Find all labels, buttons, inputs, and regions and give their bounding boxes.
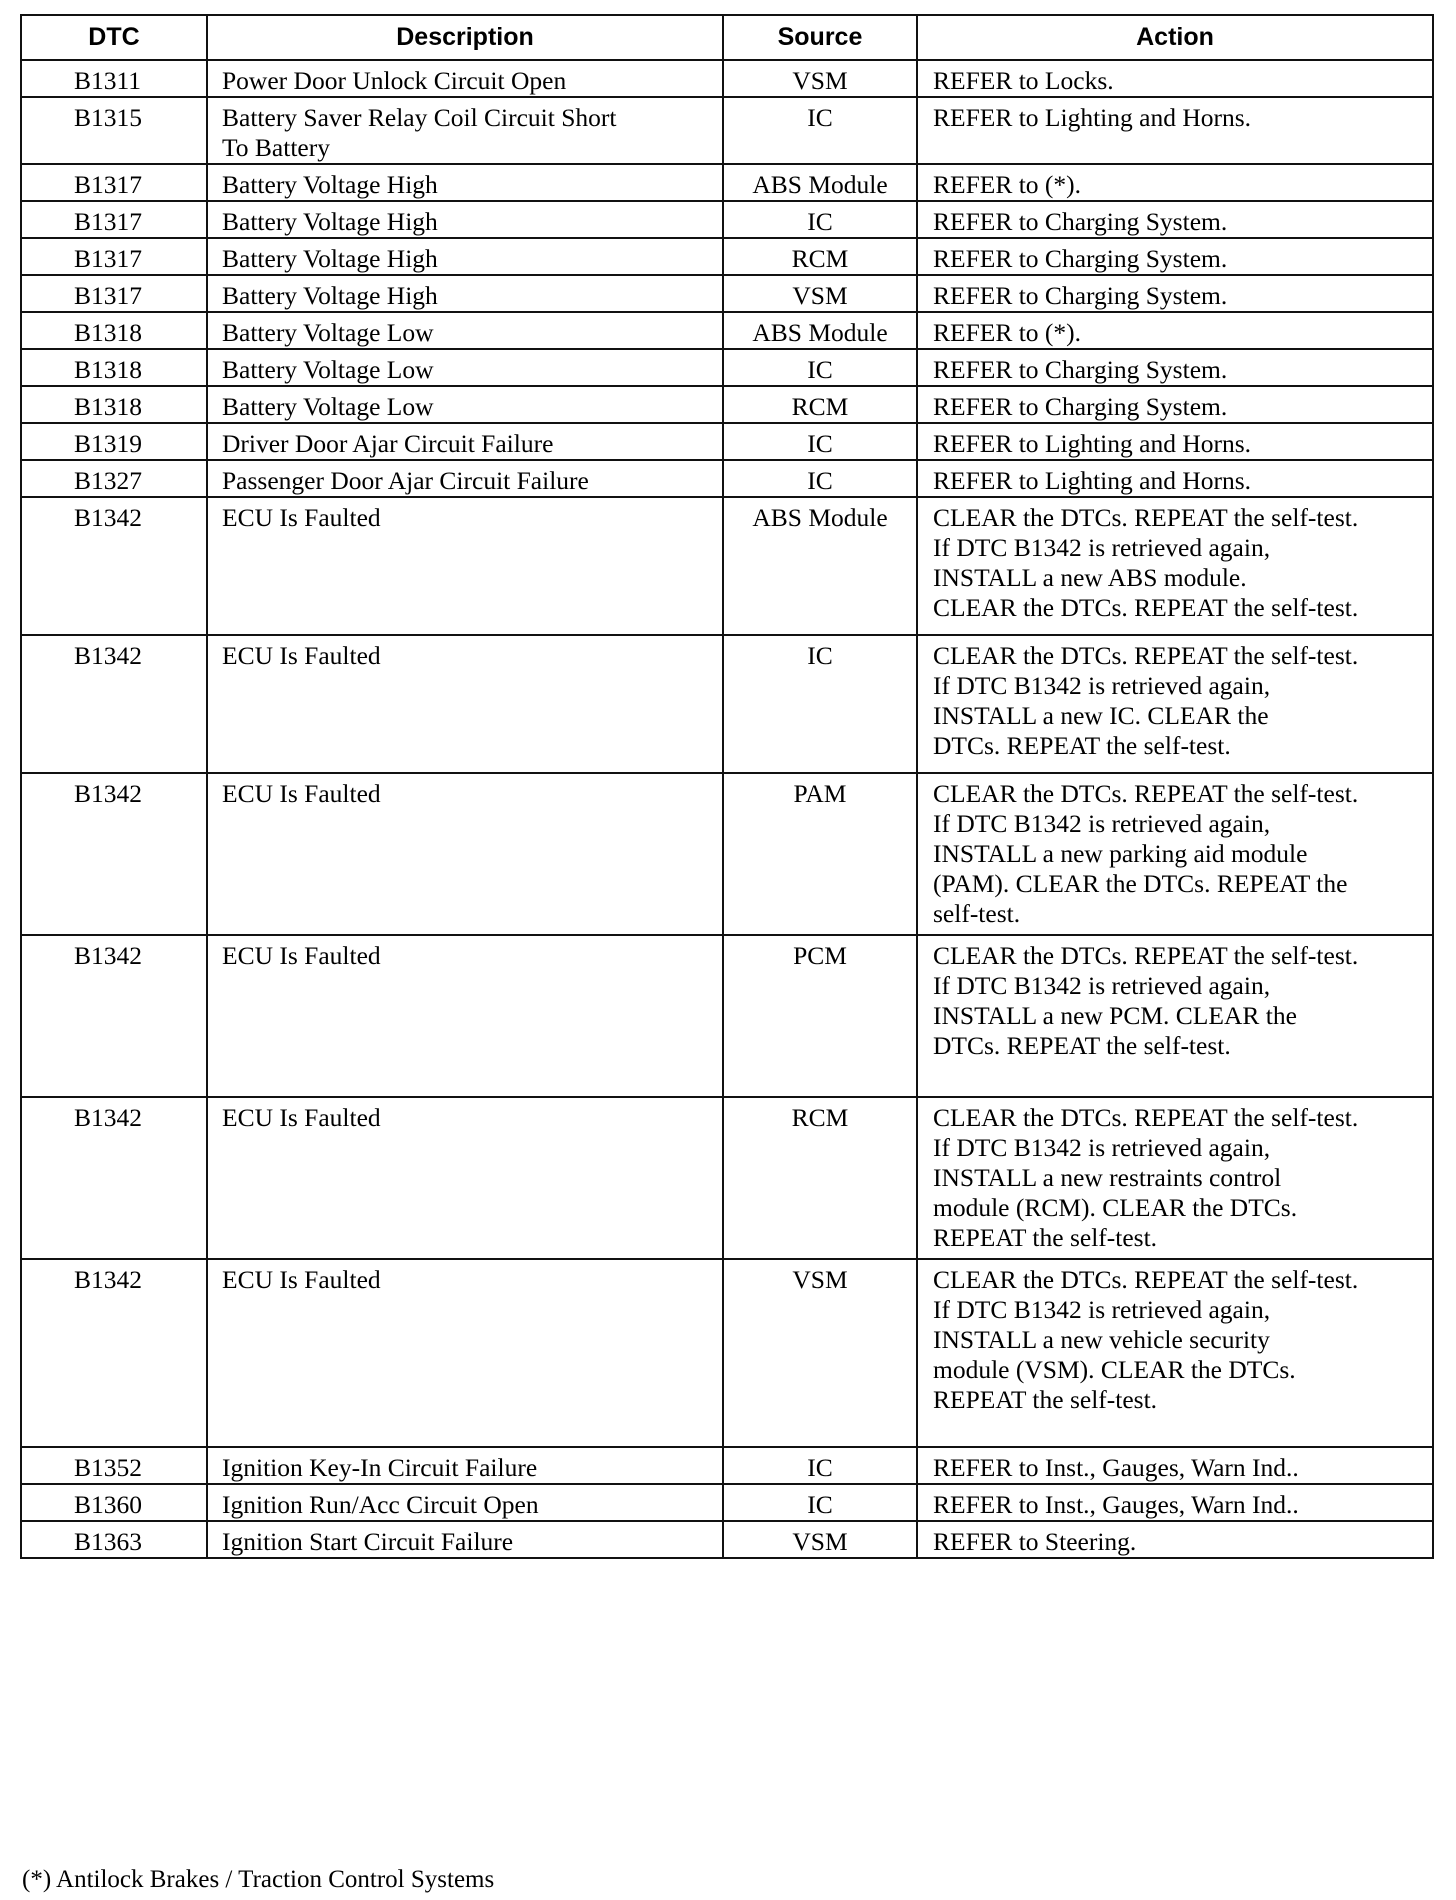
cell-dtc: B1318 bbox=[21, 312, 207, 349]
footnote: (*) Antilock Brakes / Traction Control Systems bbox=[22, 1866, 495, 1893]
cell-description: ECU Is Faulted bbox=[207, 497, 723, 635]
table-row bbox=[21, 635, 1433, 773]
cell-description: Battery Voltage High bbox=[207, 164, 723, 201]
cell-dtc: B1317 bbox=[21, 275, 207, 312]
table-row bbox=[21, 1097, 1433, 1259]
cell-dtc: B1327 bbox=[21, 460, 207, 497]
cell-description: ECU Is Faulted bbox=[207, 1097, 723, 1259]
cell-source: VSM bbox=[723, 1259, 917, 1447]
cell-description: ECU Is Faulted bbox=[207, 773, 723, 935]
cell-action: REFER to Steering. bbox=[917, 1521, 1433, 1558]
cell-description: ECU Is Faulted bbox=[207, 1259, 723, 1447]
header-description: Description bbox=[207, 15, 723, 60]
cell-dtc: B1342 bbox=[21, 635, 207, 773]
cell-description: Battery Voltage High bbox=[207, 275, 723, 312]
cell-description: Power Door Unlock Circuit Open bbox=[207, 60, 723, 97]
cell-action: CLEAR the DTCs. REPEAT the self-test. If DTC B1342 is retrieved again, INSTALL a new IC. CLEAR the DTCs. REPEAT the self-test. bbox=[917, 635, 1433, 773]
table-row bbox=[21, 164, 1433, 201]
cell-action: CLEAR the DTCs. REPEAT the self-test. If DTC B1342 is retrieved again, INSTALL a new vehicle security module (VSM). CLEAR the DTCs. REPEAT the self-test. bbox=[917, 1259, 1433, 1447]
cell-description: Ignition Run/Acc Circuit Open bbox=[207, 1484, 723, 1521]
cell-dtc: B1317 bbox=[21, 164, 207, 201]
cell-source: IC bbox=[723, 635, 917, 773]
cell-dtc: B1318 bbox=[21, 386, 207, 423]
cell-action: REFER to (*). bbox=[917, 312, 1433, 349]
dtc-table-container bbox=[20, 14, 1432, 1559]
cell-source: PCM bbox=[723, 935, 917, 1097]
cell-description: Ignition Key-In Circuit Failure bbox=[207, 1447, 723, 1484]
cell-description: Passenger Door Ajar Circuit Failure bbox=[207, 460, 723, 497]
cell-description: Battery Voltage High bbox=[207, 201, 723, 238]
cell-dtc: B1315 bbox=[21, 97, 207, 164]
table-row bbox=[21, 1521, 1433, 1558]
cell-description: ECU Is Faulted bbox=[207, 935, 723, 1097]
table-row bbox=[21, 238, 1433, 275]
cell-dtc: B1342 bbox=[21, 935, 207, 1097]
cell-action: REFER to Lighting and Horns. bbox=[917, 97, 1433, 164]
cell-dtc: B1342 bbox=[21, 1097, 207, 1259]
cell-source: ABS Module bbox=[723, 312, 917, 349]
table-row bbox=[21, 1484, 1433, 1521]
cell-dtc: B1342 bbox=[21, 1259, 207, 1447]
cell-description: ECU Is Faulted bbox=[207, 635, 723, 773]
cell-dtc: B1317 bbox=[21, 238, 207, 275]
cell-action: REFER to Charging System. bbox=[917, 275, 1433, 312]
dtc-table bbox=[20, 14, 1434, 1559]
cell-action: REFER to Lighting and Horns. bbox=[917, 423, 1433, 460]
cell-action: REFER to Charging System. bbox=[917, 386, 1433, 423]
cell-dtc: B1342 bbox=[21, 497, 207, 635]
cell-action: CLEAR the DTCs. REPEAT the self-test. If DTC B1342 is retrieved again, INSTALL a new restraints control module (RCM). CLEAR the DTCs. REPEAT the self-test. bbox=[917, 1097, 1433, 1259]
cell-description: Battery Voltage Low bbox=[207, 349, 723, 386]
cell-action: CLEAR the DTCs. REPEAT the self-test. If DTC B1342 is retrieved again, INSTALL a new ABS module. CLEAR the DTCs. REPEAT the self-test. bbox=[917, 497, 1433, 635]
cell-action: REFER to Charging System. bbox=[917, 201, 1433, 238]
table-row bbox=[21, 460, 1433, 497]
cell-source: PAM bbox=[723, 773, 917, 935]
cell-dtc: B1363 bbox=[21, 1521, 207, 1558]
cell-dtc: B1342 bbox=[21, 773, 207, 935]
table-row bbox=[21, 497, 1433, 635]
cell-source: RCM bbox=[723, 1097, 917, 1259]
cell-action: REFER to Lighting and Horns. bbox=[917, 460, 1433, 497]
cell-action: REFER to Charging System. bbox=[917, 238, 1433, 275]
cell-description: Battery Voltage Low bbox=[207, 386, 723, 423]
cell-action: REFER to (*). bbox=[917, 164, 1433, 201]
table-row bbox=[21, 423, 1433, 460]
cell-description: Ignition Start Circuit Failure bbox=[207, 1521, 723, 1558]
cell-source: ABS Module bbox=[723, 497, 917, 635]
cell-source: RCM bbox=[723, 238, 917, 275]
cell-dtc: B1311 bbox=[21, 60, 207, 97]
cell-dtc: B1360 bbox=[21, 1484, 207, 1521]
header-action: Action bbox=[917, 15, 1433, 60]
cell-source: ABS Module bbox=[723, 164, 917, 201]
cell-source: IC bbox=[723, 1447, 917, 1484]
cell-description: Battery Voltage Low bbox=[207, 312, 723, 349]
cell-description: Battery Voltage High bbox=[207, 238, 723, 275]
cell-dtc: B1352 bbox=[21, 1447, 207, 1484]
cell-dtc: B1318 bbox=[21, 349, 207, 386]
table-header-row bbox=[21, 15, 1433, 60]
table-row bbox=[21, 275, 1433, 312]
table-row bbox=[21, 201, 1433, 238]
cell-source: IC bbox=[723, 423, 917, 460]
table-row bbox=[21, 97, 1433, 164]
cell-action: CLEAR the DTCs. REPEAT the self-test. If DTC B1342 is retrieved again, INSTALL a new parking aid module (PAM). CLEAR the DTCs. REPEAT the self-test. bbox=[917, 773, 1433, 935]
table-row bbox=[21, 773, 1433, 935]
cell-action: REFER to Inst., Gauges, Warn Ind.. bbox=[917, 1484, 1433, 1521]
table-row bbox=[21, 935, 1433, 1097]
cell-source: IC bbox=[723, 97, 917, 164]
cell-dtc: B1319 bbox=[21, 423, 207, 460]
cell-source: IC bbox=[723, 1484, 917, 1521]
cell-description: Battery Saver Relay Coil Circuit Short To Battery bbox=[207, 97, 723, 164]
header-source: Source bbox=[723, 15, 917, 60]
table-row bbox=[21, 386, 1433, 423]
cell-source: VSM bbox=[723, 60, 917, 97]
table-row bbox=[21, 312, 1433, 349]
cell-source: VSM bbox=[723, 275, 917, 312]
cell-source: IC bbox=[723, 349, 917, 386]
table-row bbox=[21, 60, 1433, 97]
cell-action: REFER to Inst., Gauges, Warn Ind.. bbox=[917, 1447, 1433, 1484]
table-row bbox=[21, 1447, 1433, 1484]
cell-source: IC bbox=[723, 460, 917, 497]
cell-action: REFER to Locks. bbox=[917, 60, 1433, 97]
cell-dtc: B1317 bbox=[21, 201, 207, 238]
cell-action: REFER to Charging System. bbox=[917, 349, 1433, 386]
cell-source: IC bbox=[723, 201, 917, 238]
table-row bbox=[21, 349, 1433, 386]
table-row bbox=[21, 1259, 1433, 1447]
cell-source: RCM bbox=[723, 386, 917, 423]
cell-source: VSM bbox=[723, 1521, 917, 1558]
cell-description: Driver Door Ajar Circuit Failure bbox=[207, 423, 723, 460]
cell-action: CLEAR the DTCs. REPEAT the self-test. If DTC B1342 is retrieved again, INSTALL a new PCM. CLEAR the DTCs. REPEAT the self-test. bbox=[917, 935, 1433, 1097]
header-dtc: DTC bbox=[21, 15, 207, 60]
